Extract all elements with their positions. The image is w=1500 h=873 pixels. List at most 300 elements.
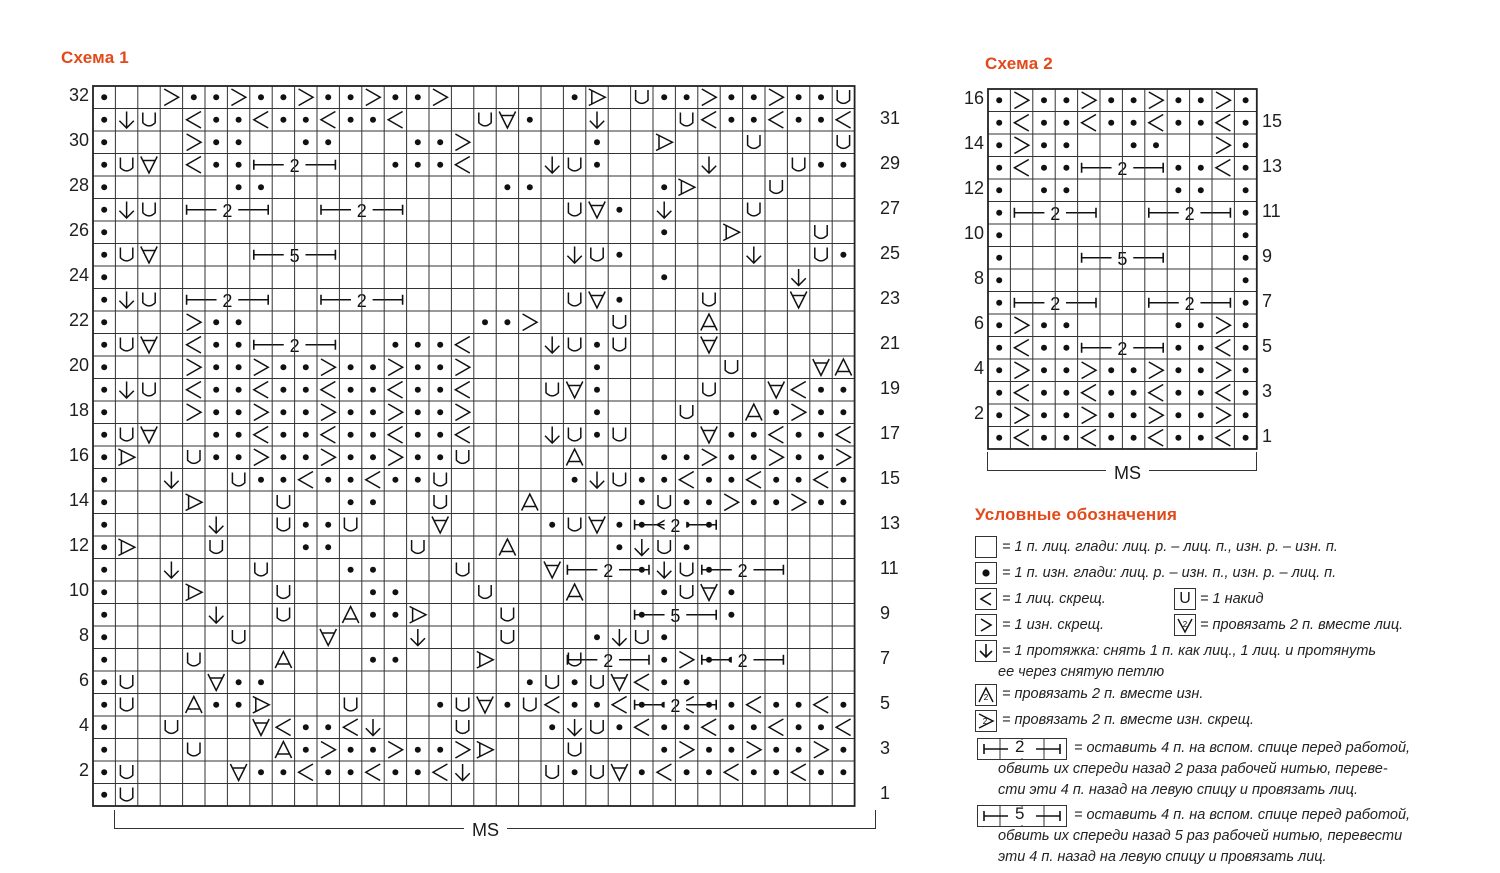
right-chevron-icon xyxy=(1014,137,1028,154)
purl-dot-icon xyxy=(392,94,398,100)
purl-dot-icon xyxy=(101,252,107,258)
purl-dot-icon xyxy=(594,634,600,640)
purl-dot-icon xyxy=(1175,412,1181,418)
purl-dot-icon xyxy=(325,94,331,100)
scheme-1-row-number-right: 13 xyxy=(880,513,901,533)
yarn-over-icon xyxy=(165,720,177,733)
down-arrow-icon xyxy=(455,764,469,781)
purl-dot-icon xyxy=(348,387,354,393)
down-arrow-icon xyxy=(657,202,671,219)
down-arrow-icon xyxy=(209,517,223,534)
right-chevron-icon xyxy=(1216,92,1230,109)
purl-dot-icon xyxy=(616,724,622,730)
purl-dot-icon xyxy=(996,435,1002,441)
down-arrow-icon xyxy=(164,562,178,579)
purl-dot-icon xyxy=(1198,435,1204,441)
purl-dot-icon xyxy=(236,184,242,190)
yarn-over-icon xyxy=(456,563,468,576)
purl-dot-icon xyxy=(1243,435,1249,441)
svg-text:2: 2 xyxy=(1117,159,1128,179)
purl-dot-icon xyxy=(684,94,690,100)
yarn-over-icon xyxy=(748,135,760,148)
yarn-over-icon xyxy=(568,518,580,531)
purl-dot-icon xyxy=(1041,390,1047,396)
k2tog-icon xyxy=(566,382,582,399)
left-chevron-icon xyxy=(276,719,290,736)
purl-dot-icon xyxy=(1198,390,1204,396)
purl-dot-icon xyxy=(706,477,712,483)
p2tog-tbl-icon xyxy=(253,697,269,714)
purl-dot-icon xyxy=(728,589,734,595)
purl-dot-icon xyxy=(1108,97,1114,103)
right-chevron-icon xyxy=(978,617,994,633)
purl-dot-icon xyxy=(594,342,600,348)
purl-dot-icon xyxy=(1041,412,1047,418)
purl-dot-icon xyxy=(840,747,846,753)
p2tog-icon xyxy=(275,652,291,669)
down-arrow-icon xyxy=(164,472,178,489)
p2tog-icon xyxy=(186,697,202,714)
left-chevron-icon xyxy=(254,382,268,399)
scheme-1-row-number-right: 15 xyxy=(880,468,901,488)
purl-dot-icon xyxy=(348,769,354,775)
scheme-1-row-number-right: 5 xyxy=(880,693,891,713)
yarn-over-icon xyxy=(568,158,580,171)
p2tog-tbl-icon xyxy=(118,539,134,556)
purl-dot-icon xyxy=(818,387,824,393)
purl-dot-icon xyxy=(101,792,107,798)
svg-text:2: 2 xyxy=(983,693,989,702)
purl-dot-icon xyxy=(504,319,510,325)
p2tog-icon xyxy=(522,494,538,511)
yarn-over-icon xyxy=(277,585,289,598)
svg-text:2: 2 xyxy=(670,696,681,716)
purl-dot-icon xyxy=(549,724,555,730)
svg-text:2: 2 xyxy=(603,651,614,671)
purl-dot-icon xyxy=(101,589,107,595)
purl-dot-icon xyxy=(661,184,667,190)
yarn-over-icon xyxy=(770,180,782,193)
scheme-1-row-number-left: 4 xyxy=(78,715,89,735)
purl-dot-icon xyxy=(1175,435,1181,441)
purl-dot-icon xyxy=(1175,187,1181,193)
left-chevron-icon xyxy=(1014,340,1028,357)
right-chevron-icon xyxy=(388,359,402,376)
purl-dot-icon xyxy=(280,409,286,415)
purl-dot-icon xyxy=(1063,187,1069,193)
k2tog-icon xyxy=(320,629,336,646)
left-chevron-icon xyxy=(1216,340,1230,357)
purl-dot-icon xyxy=(616,522,622,528)
purl-dot-icon xyxy=(684,454,690,460)
purl-dot-icon xyxy=(616,297,622,303)
purl-dot-icon xyxy=(996,165,1002,171)
purl-dot-icon xyxy=(437,702,443,708)
right-chevron-icon xyxy=(814,742,828,759)
left-chevron-icon xyxy=(836,112,850,129)
right-chevron-icon xyxy=(388,404,402,421)
p2tog-icon xyxy=(342,607,358,624)
purl-dot-icon xyxy=(348,477,354,483)
left-chevron-icon xyxy=(299,472,313,489)
legend-wrap-2-text-line-3: сти эти 4 п. назад на левую спицу и провязать лиц. xyxy=(998,782,1359,798)
svg-text:2: 2 xyxy=(603,561,614,581)
purl-dot-icon xyxy=(303,724,309,730)
purl-dot-icon xyxy=(101,139,107,145)
right-chevron-icon xyxy=(1014,317,1028,334)
purl-dot-icon xyxy=(728,747,734,753)
purl-dot-icon xyxy=(101,432,107,438)
purl-dot-icon xyxy=(1131,412,1137,418)
left-chevron-icon xyxy=(1216,385,1230,402)
yarn-over-icon xyxy=(680,113,692,126)
yarn-over-icon xyxy=(568,743,580,756)
purl-dot-icon xyxy=(594,139,600,145)
purl-dot-icon xyxy=(303,522,309,528)
purl-dot-icon xyxy=(527,117,533,123)
k2tog-icon xyxy=(544,562,560,579)
purl-dot-icon xyxy=(728,612,734,618)
purl-dot-icon xyxy=(325,544,331,550)
down-arrow-icon xyxy=(657,562,671,579)
svg-text:5: 5 xyxy=(1117,249,1128,269)
purl-dot-icon xyxy=(348,747,354,753)
purl-dot-icon xyxy=(236,432,242,438)
scheme-1-row-number-left: 14 xyxy=(68,490,89,510)
right-chevron-icon xyxy=(455,134,469,151)
purl-dot-icon xyxy=(101,184,107,190)
yarn-over-icon xyxy=(188,450,200,463)
right-chevron-icon xyxy=(321,449,335,466)
purl-dot-icon xyxy=(1063,435,1069,441)
purl-dot-icon xyxy=(370,432,376,438)
purl-dot-icon xyxy=(101,94,107,100)
purl-dot-icon xyxy=(1243,345,1249,351)
purl-dot-icon xyxy=(572,769,578,775)
yarn-over-icon xyxy=(120,248,132,261)
chart-grid-svg xyxy=(987,88,1258,450)
purl-dot-icon xyxy=(706,747,712,753)
left-chevron-icon xyxy=(254,427,268,444)
purl-dot-icon xyxy=(1198,322,1204,328)
scheme-1-row-number-right: 21 xyxy=(880,333,901,353)
down-arrow-icon xyxy=(978,643,994,659)
purl-dot-icon xyxy=(751,432,757,438)
scheme-1-row-number-left: 12 xyxy=(68,535,89,555)
yarn-over-icon xyxy=(479,113,491,126)
yarn-over-icon xyxy=(568,428,580,441)
wrap-2-number: 2 xyxy=(1015,737,1025,756)
purl-dot-icon xyxy=(728,454,734,460)
svg-text:2: 2 xyxy=(1182,620,1188,629)
yarn-over-icon xyxy=(277,608,289,621)
scheme-1-row-number-right: 11 xyxy=(880,558,899,578)
p2tog-tbl-icon xyxy=(678,179,694,196)
purl-dot-icon xyxy=(840,252,846,258)
purl-dot-icon xyxy=(370,589,376,595)
left-chevron-icon xyxy=(1216,115,1230,132)
scheme-1-row-number-left: 32 xyxy=(68,85,89,105)
purl-dot-icon xyxy=(303,544,309,550)
purl-dot-icon xyxy=(415,409,421,415)
purl-dot-icon xyxy=(818,724,824,730)
purl-dot-icon xyxy=(661,454,667,460)
purl-dot-icon xyxy=(661,229,667,235)
purl-dot-icon xyxy=(236,679,242,685)
purl-dot-icon xyxy=(303,117,309,123)
left-chevron-icon xyxy=(321,427,335,444)
yarn-over-icon xyxy=(546,383,558,396)
purl-dot-icon xyxy=(996,232,1002,238)
right-chevron-icon xyxy=(769,449,783,466)
left-chevron-icon xyxy=(455,382,469,399)
purl-dot-icon xyxy=(1063,367,1069,373)
right-chevron-icon xyxy=(455,359,469,376)
scheme-2-row-number-left: 6 xyxy=(973,313,984,333)
scheme-1-row-number-right: 19 xyxy=(880,378,901,398)
purl-dot-icon xyxy=(996,345,1002,351)
yarn-over-icon xyxy=(456,698,468,711)
left-chevron-icon xyxy=(1082,115,1096,132)
purl-dot-icon xyxy=(482,319,488,325)
purl-dot-icon xyxy=(728,702,734,708)
scheme-1-row-number-left: 22 xyxy=(68,310,89,330)
left-chevron-icon xyxy=(1082,385,1096,402)
chart-grid-svg xyxy=(92,85,856,807)
purl-dot-icon xyxy=(1063,142,1069,148)
left-chevron-icon xyxy=(1014,115,1028,132)
purl-dot-icon xyxy=(236,342,242,348)
yarn-over-icon xyxy=(255,563,267,576)
scheme-2-ms-label: MS xyxy=(1106,463,1149,484)
purl-dot-icon xyxy=(661,274,667,280)
purl-dot-icon xyxy=(280,94,286,100)
left-chevron-icon xyxy=(187,337,201,354)
purl-dot-icon xyxy=(1108,412,1114,418)
yarn-over-icon xyxy=(524,698,536,711)
k2tog-icon xyxy=(701,584,717,601)
legend-wrap-5-text-line-1: = оставить 4 п. на вспом. спице перед работой, xyxy=(1074,807,1411,823)
legend-p2tog-tbl-text: = провязать 2 п. вместе изн. скрещ. xyxy=(1002,712,1255,728)
purl-dot-icon xyxy=(796,724,802,730)
left-chevron-icon xyxy=(724,764,738,781)
yarn-over-icon xyxy=(591,720,603,733)
yarn-over-icon xyxy=(277,495,289,508)
k2tog-icon xyxy=(141,427,157,444)
purl-dot-icon xyxy=(101,342,107,348)
purl-dot-icon xyxy=(818,499,824,505)
left-chevron-icon xyxy=(388,112,402,129)
purl-dot-icon xyxy=(348,409,354,415)
yarn-over-icon xyxy=(837,90,849,103)
p2tog-icon xyxy=(746,404,762,421)
k2tog-icon xyxy=(253,719,269,736)
right-chevron-icon xyxy=(321,742,335,759)
purl-dot-icon xyxy=(280,769,286,775)
purl-dot-icon xyxy=(370,387,376,393)
purl-dot-icon xyxy=(1063,412,1069,418)
purl-dot-icon xyxy=(280,117,286,123)
purl-dot-icon xyxy=(639,477,645,483)
yarn-over-icon xyxy=(501,630,513,643)
left-chevron-icon xyxy=(388,382,402,399)
purl-dot-icon xyxy=(213,139,219,145)
purl-dot-icon xyxy=(751,117,757,123)
svg-text:2: 2 xyxy=(1184,294,1195,314)
purl-dot-icon xyxy=(213,364,219,370)
purl-dot-icon xyxy=(684,679,690,685)
purl-dot-icon xyxy=(661,657,667,663)
scheme-1-row-number-left: 10 xyxy=(68,580,89,600)
legend-wrap-2-text-line-1: = оставить 4 п. на вспом. спице перед работой, xyxy=(1074,740,1411,756)
purl-dot-icon xyxy=(796,454,802,460)
purl-dot-icon xyxy=(818,94,824,100)
purl-dot-icon xyxy=(661,477,667,483)
purl-dot-icon xyxy=(728,117,734,123)
yarn-over-icon xyxy=(748,203,760,216)
purl-dot-icon xyxy=(213,117,219,123)
purl-dot-icon xyxy=(101,747,107,753)
yarn-over-icon xyxy=(120,765,132,778)
yarn-over-icon xyxy=(792,158,804,171)
left-chevron-icon xyxy=(1014,385,1028,402)
purl-dot-icon xyxy=(101,364,107,370)
p2tog-icon xyxy=(977,686,995,704)
purl-dot-icon xyxy=(818,162,824,168)
purl-dot-icon xyxy=(101,207,107,213)
p2tog-tbl-icon xyxy=(118,449,134,466)
wrap-5-number: 5 xyxy=(1015,804,1025,823)
scheme-2-chart-grid xyxy=(987,88,1258,450)
left-chevron-icon xyxy=(769,112,783,129)
purl-dot-icon xyxy=(661,679,667,685)
purl-dot-icon xyxy=(840,162,846,168)
svg-text:2: 2 xyxy=(737,651,748,671)
legend-cross-knit-text: = 1 лиц. скрещ. xyxy=(1002,591,1106,607)
purl-dot-icon xyxy=(280,432,286,438)
purl-dot-icon xyxy=(280,364,286,370)
purl-dot-icon xyxy=(1243,390,1249,396)
purl-dot-icon xyxy=(616,544,622,550)
purl-dot-icon xyxy=(996,390,1002,396)
right-chevron-icon xyxy=(1082,362,1096,379)
scheme-2-row-number-right: 11 xyxy=(1262,201,1281,221)
down-arrow-icon xyxy=(567,719,581,736)
purl-dot-icon xyxy=(415,747,421,753)
purl-dot-icon xyxy=(996,187,1002,193)
purl-dot-icon xyxy=(437,364,443,370)
purl-dot-icon xyxy=(415,139,421,145)
yarn-over-icon xyxy=(815,248,827,261)
yarn-over-icon xyxy=(277,518,289,531)
purl-dot-icon xyxy=(572,702,578,708)
purl-dot-icon xyxy=(348,454,354,460)
purl-dot-icon xyxy=(751,454,757,460)
k2tog-icon xyxy=(813,359,829,376)
purl-dot-icon xyxy=(1243,210,1249,216)
scheme-1-row-number-right: 3 xyxy=(880,738,891,758)
p2tog-icon xyxy=(566,449,582,466)
right-chevron-icon xyxy=(747,742,761,759)
purl-dot-icon xyxy=(392,342,398,348)
left-chevron-icon xyxy=(657,764,671,781)
purl-dot-icon xyxy=(1131,367,1137,373)
yarn-over-icon xyxy=(143,203,155,216)
p2tog-tbl-symbol xyxy=(975,710,997,732)
left-chevron-icon xyxy=(635,674,649,691)
right-chevron-icon xyxy=(702,89,716,106)
purl-dot-icon xyxy=(1063,390,1069,396)
purl-dot-icon xyxy=(1131,390,1137,396)
yarn-over-icon xyxy=(120,788,132,801)
purl-dot-icon xyxy=(1108,120,1114,126)
left-chevron-icon xyxy=(455,337,469,354)
down-arrow-icon xyxy=(119,292,133,309)
legend-wrap-2-text-line-2: обвить их спереди назад 2 раза рабочей нитью, переве- xyxy=(998,761,1388,777)
purl-dot-icon xyxy=(639,499,645,505)
left-chevron-icon xyxy=(187,157,201,174)
yarn-over-icon xyxy=(703,293,715,306)
purl-dot-icon xyxy=(101,544,107,550)
down-arrow-icon xyxy=(612,629,626,646)
yarn-over-icon xyxy=(546,765,558,778)
purl-dot-icon xyxy=(594,409,600,415)
purl-dot-icon xyxy=(437,454,443,460)
k2tog-icon xyxy=(790,292,806,309)
purl-dot-icon xyxy=(1198,345,1204,351)
left-chevron-icon xyxy=(747,472,761,489)
purl-dot-icon xyxy=(1243,97,1249,103)
scheme-2-title: Схема 2 xyxy=(985,54,1053,73)
purl-dot-icon xyxy=(348,432,354,438)
right-chevron-icon xyxy=(187,314,201,331)
purl-dot-icon xyxy=(1243,277,1249,283)
purl-dot-icon xyxy=(1063,97,1069,103)
yarn-over-icon xyxy=(120,158,132,171)
purl-dot-icon xyxy=(1175,165,1181,171)
right-chevron-icon xyxy=(1216,137,1230,154)
p2tog-tbl-icon xyxy=(186,584,202,601)
left-chevron-icon xyxy=(187,382,201,399)
right-chevron-icon xyxy=(702,449,716,466)
yarn-over-icon xyxy=(188,653,200,666)
yarn-over-icon xyxy=(591,675,603,688)
purl-dot-icon xyxy=(348,567,354,573)
p2tog-tbl-icon xyxy=(723,224,739,241)
down-arrow-icon xyxy=(366,719,380,736)
scheme-2-row-number-left: 8 xyxy=(973,268,984,288)
svg-text:2: 2 xyxy=(737,561,748,581)
wrap-5-cable-symbol xyxy=(977,805,1067,827)
left-chevron-icon xyxy=(769,427,783,444)
svg-text:2: 2 xyxy=(670,516,681,536)
left-chevron-icon xyxy=(791,764,805,781)
right-chevron-icon xyxy=(299,89,313,106)
purl-dot-icon xyxy=(527,679,533,685)
purl-dot-icon xyxy=(1063,120,1069,126)
yarn-over-icon xyxy=(344,698,356,711)
k2tog-icon xyxy=(589,202,605,219)
yarn-over-icon xyxy=(680,585,692,598)
purl-dot-icon xyxy=(661,747,667,753)
left-chevron-icon xyxy=(388,427,402,444)
left-chevron-icon xyxy=(978,591,994,607)
right-chevron-icon xyxy=(724,494,738,511)
purl-dot-icon xyxy=(101,387,107,393)
yarn-over-symbol xyxy=(1174,588,1196,610)
right-chevron-icon xyxy=(187,134,201,151)
purl-dot-icon xyxy=(1063,322,1069,328)
